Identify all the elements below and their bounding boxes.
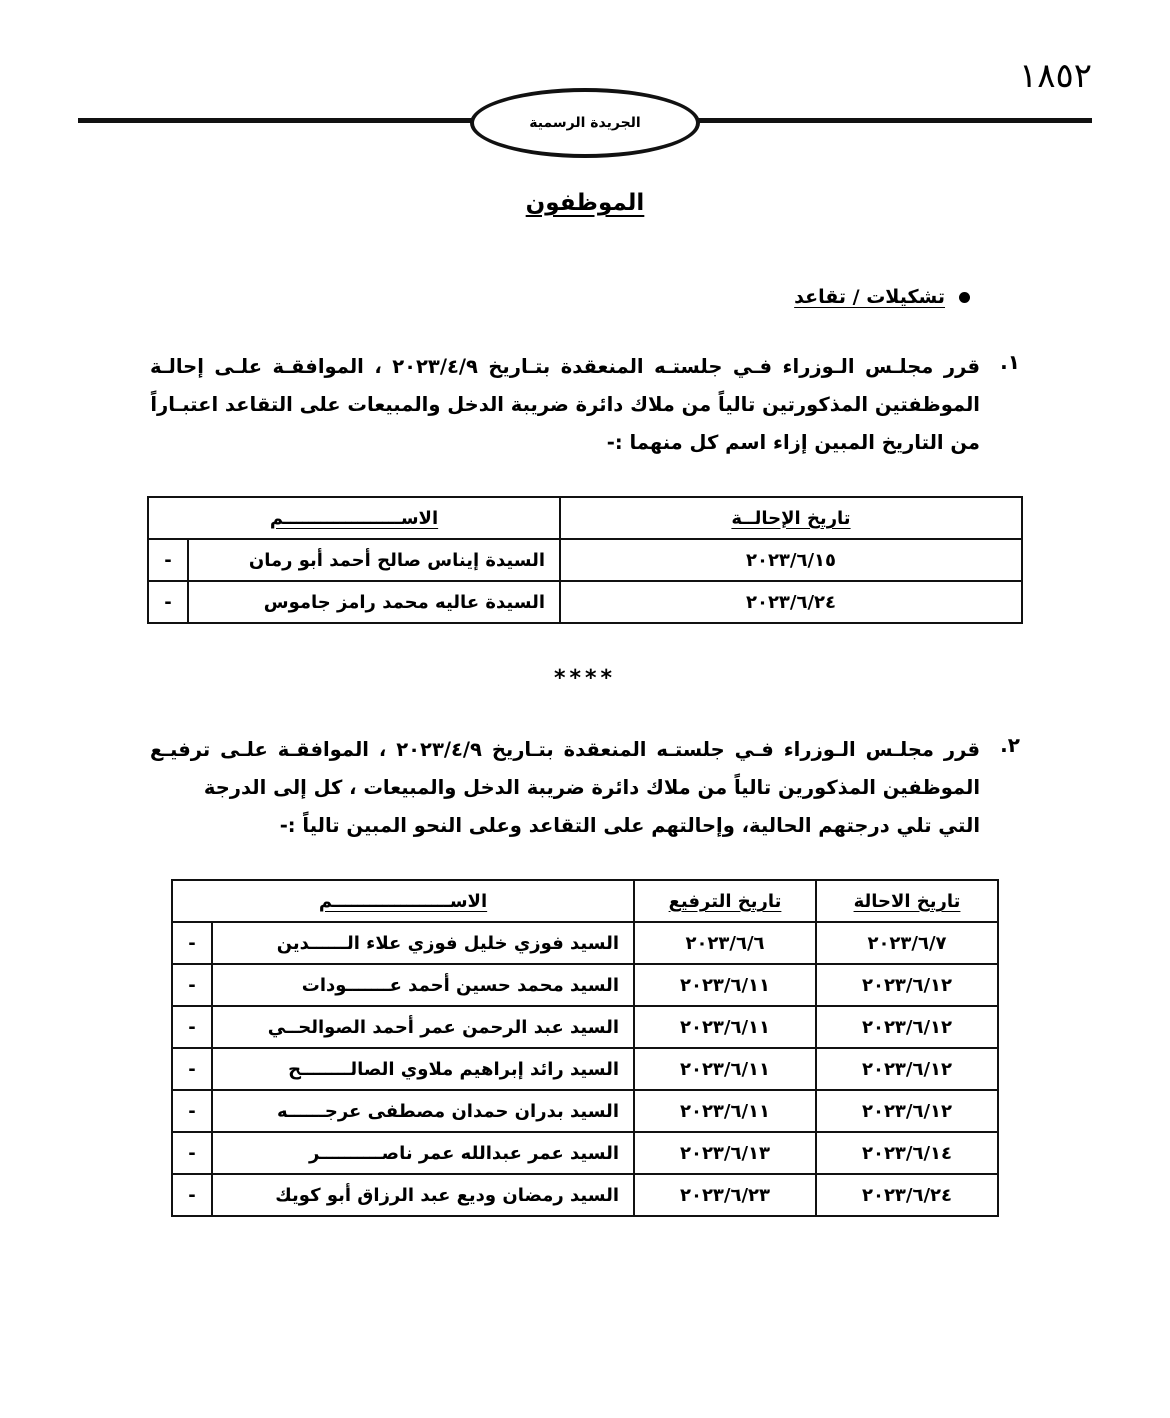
table-row — [172, 1132, 998, 1174]
cell-date: ٢٠٢٣/٦/١٥ — [560, 539, 1022, 581]
cell-promotion-date: ٢٠٢٣/٦/١١ — [634, 1090, 816, 1132]
column-header-name: الاســـــــــــــــــــم — [148, 497, 560, 539]
cell-promotion-date: ٢٠٢٣/٦/١٣ — [634, 1132, 816, 1174]
cell-name: السيد عمر عبدالله عمر ناصــــــــــر — [212, 1132, 634, 1174]
cell-retirement-date: ٢٠٢٣/٦/١٢ — [816, 1006, 998, 1048]
item-text — [150, 348, 980, 462]
cell-name: السيد بدران حمدان مصطفى عرجــــــه — [212, 1090, 634, 1132]
list-item — [0, 348, 1170, 462]
item-paragraph: قرر مجلـس الـوزراء فـي جلستـه المنعقدة بتـاريخ ٢٠٢٣/٤/٩ ، الموافقـة علـى إحالـة الموظفتين المذكورتين تالياً من ملاك دائرة ضريبة الدخل والمبيعات على التقاعد اعتبـاراً — [150, 355, 980, 417]
section-separator: **** — [553, 666, 617, 692]
cell-name: السيدة عاليه محمد رامز جاموس — [188, 581, 560, 623]
column-header-date: تاريخ الإحالــة — [560, 497, 1022, 539]
masthead-oval — [470, 88, 700, 158]
section-heading-label: تشكيلات / تقاعد — [794, 286, 945, 308]
cell-retirement-date: ٢٠٢٣/٦/١٤ — [816, 1132, 998, 1174]
table-row — [172, 922, 998, 964]
page-header — [0, 0, 1170, 170]
promotion-retirement-table — [171, 879, 999, 1217]
cell-name: السيد رائد إبراهيم ملاوي الصالــــــــح — [212, 1048, 634, 1090]
cell-retirement-date: ٢٠٢٣/٦/٢٤ — [816, 1174, 998, 1216]
item-number: ٢. — [1000, 733, 1020, 758]
cell-retirement-date: ٢٠٢٣/٦/١٢ — [816, 1090, 998, 1132]
column-header-retirement-date: تاريخ الاحالة — [816, 880, 998, 922]
page-number: ١٨٥٢ — [1018, 56, 1092, 96]
retirement-table — [147, 496, 1023, 624]
table-header-row — [172, 880, 998, 922]
cell-retirement-date: ٢٠٢٣/٦/١٢ — [816, 964, 998, 1006]
cell-dash: - — [172, 1090, 212, 1132]
table-1-wrapper — [0, 496, 1170, 624]
cell-promotion-date: ٢٠٢٣/٦/١١ — [634, 1006, 816, 1048]
cell-dash: - — [172, 1048, 212, 1090]
section-heading — [0, 286, 1170, 308]
cell-promotion-date: ٢٠٢٣/٦/١١ — [634, 964, 816, 1006]
cell-dash: - — [172, 1006, 212, 1048]
cell-dash: - — [148, 581, 188, 623]
table-row — [172, 964, 998, 1006]
column-header-promotion-date: تاريخ الترفيع — [634, 880, 816, 922]
cell-promotion-date: ٢٠٢٣/٦/٦ — [634, 922, 816, 964]
cell-dash: - — [148, 539, 188, 581]
table-row — [172, 1006, 998, 1048]
table-row — [172, 1174, 998, 1216]
table-2-wrapper — [0, 879, 1170, 1217]
column-header-name: الاســـــــــــــــــــم — [172, 880, 634, 922]
cell-name: السيد رمضان وديع عبد الرزاق أبو كويك — [212, 1174, 634, 1216]
cell-promotion-date: ٢٠٢٣/٦/١١ — [634, 1048, 816, 1090]
cell-dash: - — [172, 922, 212, 964]
cell-retirement-date: ٢٠٢٣/٦/٧ — [816, 922, 998, 964]
cell-retirement-date: ٢٠٢٣/٦/١٢ — [816, 1048, 998, 1090]
cell-name: السيد عبد الرحمن عمر أحمد الصوالحــي — [212, 1006, 634, 1048]
item-text — [150, 731, 980, 845]
cell-dash: - — [172, 1132, 212, 1174]
cell-name: السيد فوزي خليل فوزي علاء الــــــدين — [212, 922, 634, 964]
table-header-row — [148, 497, 1022, 539]
item-paragraph-last-line: من التاريخ المبين إزاء اسم كل منهما :- — [606, 431, 980, 455]
cell-dash: - — [172, 964, 212, 1006]
cell-name: السيدة إيناس صالح أحمد أبو رمان — [188, 539, 560, 581]
item-paragraph: قرر مجلـس الـوزراء فـي جلستـه المنعقدة بتـاريخ ٢٠٢٣/٤/٩ ، الموافقـة علـى ترفيـع الموظفين المذكورين تالياً من ملاك دائرة ضريبة الدخل والمبيعات ، كل إلى الدرجة — [150, 738, 980, 800]
cell-name: السيد محمد حسين أحمد عـــــــودات — [212, 964, 634, 1006]
table-row — [148, 539, 1022, 581]
cell-promotion-date: ٢٠٢٣/٦/٢٣ — [634, 1174, 816, 1216]
item-paragraph-last-line: التي تلي درجتهم الحالية، وإحالتهم على التقاعد وعلى النحو المبين تالياً :- — [279, 814, 980, 838]
table-row — [172, 1048, 998, 1090]
item-number: ١. — [1000, 350, 1020, 374]
table-row — [172, 1090, 998, 1132]
bullet-icon — [959, 292, 970, 303]
cell-dash: - — [172, 1174, 212, 1216]
list-item — [0, 731, 1170, 845]
cell-date: ٢٠٢٣/٦/٢٤ — [560, 581, 1022, 623]
table-row — [148, 581, 1022, 623]
masthead-label: الجريدة الرسمية — [529, 115, 641, 131]
page-title: الموظفون — [525, 190, 645, 216]
